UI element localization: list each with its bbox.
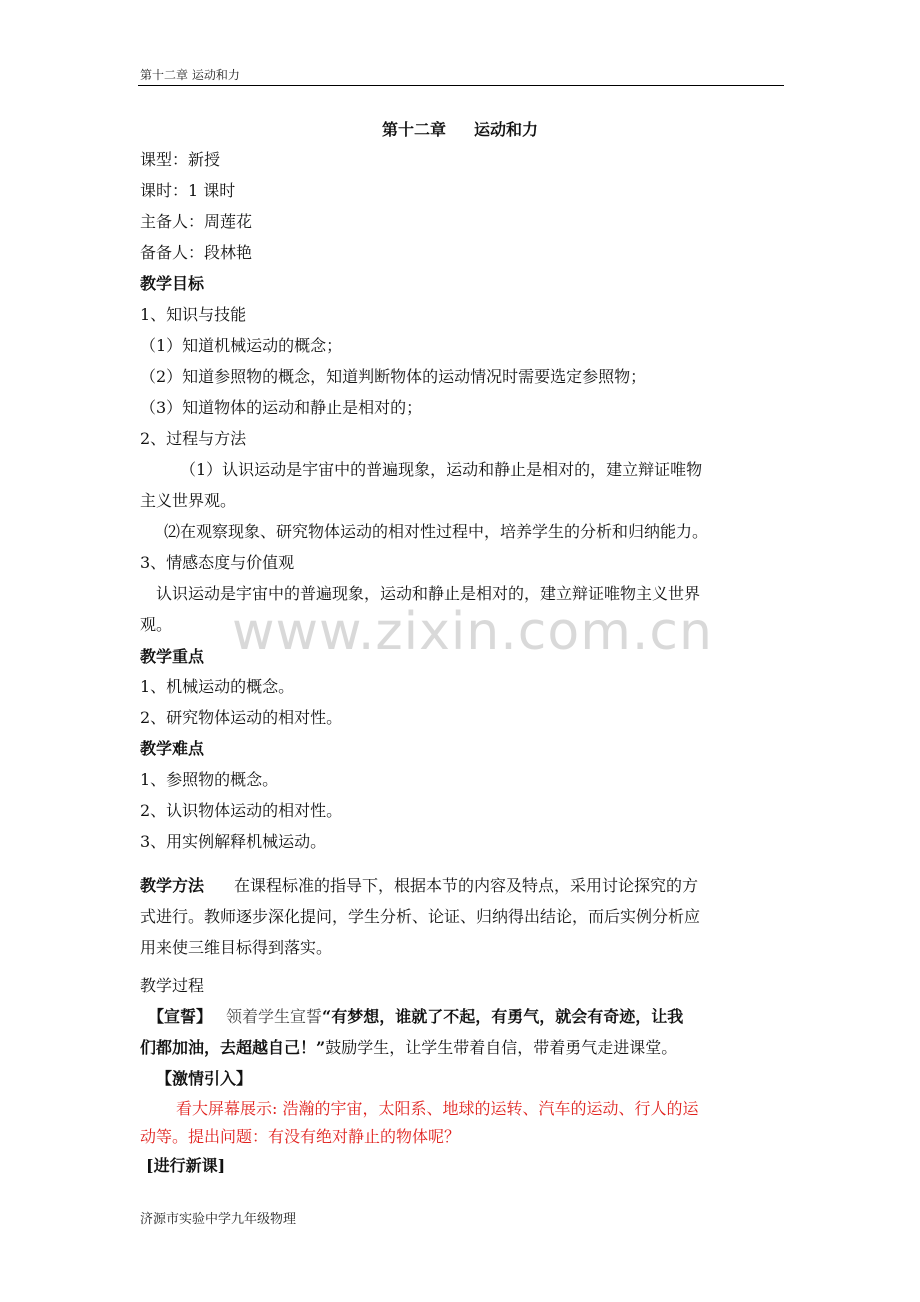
intro-text: 看大屏幕展示: 浩瀚的宇宙，太阳系、地球的运转、汽车的运动、行人的运	[176, 1099, 699, 1118]
difficulties-heading: 教学难点	[140, 739, 205, 758]
goals-heading: 教学目标	[140, 274, 205, 293]
goals-item: （1）认识运动是宇宙中的普遍现象，运动和静止是相对的，建立辩证唯物	[180, 460, 703, 479]
page-footer: 济源市实验中学九年级物理	[140, 1212, 297, 1227]
lesson-type: 课型：新授	[140, 150, 221, 169]
goals-section-2: 2、过程与方法	[140, 429, 247, 448]
goals-item: （1）知道机械运动的概念；	[140, 336, 343, 355]
method-text: 用来使三维目标得到落实。	[140, 938, 333, 957]
key-points-heading: 教学重点	[140, 647, 205, 666]
oath-quote: “有梦想，谁就了不起，有勇气，就会有奇迹，让我	[322, 1007, 684, 1026]
method-paragraph	[140, 876, 698, 896]
oath-lead: 领着学生宣誓	[226, 1007, 323, 1026]
method-text: 在课程标准的指导下，根据本节的内容及特点，采用讨论探究的方	[234, 876, 699, 895]
key-point-item: 2、研究物体运动的相对性。	[140, 708, 343, 727]
difficulty-item: 1、参照物的概念。	[140, 770, 279, 789]
difficulty-item: 2、认识物体运动的相对性。	[140, 801, 343, 820]
goals-item-continued: 观。	[140, 615, 173, 634]
goals-item: 认识运动是宇宙中的普遍现象，运动和静止是相对的，建立辩证唯物主义世界	[156, 584, 701, 603]
oath-label: 【宣誓】	[148, 1007, 213, 1026]
goals-item: （2）知道参照物的概念，知道判断物体的运动情况时需要选定参照物；	[140, 367, 647, 386]
preparer: 备备人：段林艳	[140, 243, 253, 262]
goals-item: ⑵在观察现象、研究物体运动的相对性过程中，培养学生的分析和归纳能力。	[164, 522, 709, 541]
intro-label: 【激情引入】	[156, 1069, 253, 1088]
goals-section-1: 1、知识与技能	[140, 305, 247, 324]
oath-tail: 鼓励学生，让学生带着自信，带着勇气走进课堂。	[325, 1038, 678, 1057]
process-heading: 教学过程	[140, 976, 205, 995]
method-text: 式进行。教师逐步深化提问，学生分析、论证、归纳得出结论，而后实例分析应	[140, 907, 701, 926]
oath-quote: 们都加油，去超越自己！”	[140, 1038, 326, 1057]
key-point-item: 1、机械运动的概念。	[140, 677, 295, 696]
intro-text: 动等。提出问题：有没有绝对静止的物体呢？	[140, 1127, 461, 1146]
page-title	[0, 120, 920, 140]
lesson-hours: 课时：1 课时	[140, 181, 236, 200]
oath-paragraph-continued	[140, 1038, 677, 1058]
goals-item: （3）知道物体的运动和静止是相对的；	[140, 398, 423, 417]
watermark: www.zixin.com.cn	[232, 602, 713, 662]
page-header: 第十二章 运动和力	[140, 68, 240, 82]
goals-section-3: 3、情感态度与价值观	[140, 553, 295, 572]
difficulty-item: 3、用实例解释机械运动。	[140, 832, 327, 851]
oath-paragraph	[148, 1007, 683, 1027]
lead-preparer: 主备人：周莲花	[140, 212, 253, 231]
goals-item-continued: 主义世界观。	[140, 491, 237, 510]
title-chapter: 第十二章	[381, 120, 446, 139]
method-heading: 教学方法	[140, 876, 205, 895]
new-lesson-label: [进行新课]	[146, 1156, 226, 1175]
title-topic: 运动和力	[474, 120, 539, 139]
header-divider	[138, 85, 784, 86]
